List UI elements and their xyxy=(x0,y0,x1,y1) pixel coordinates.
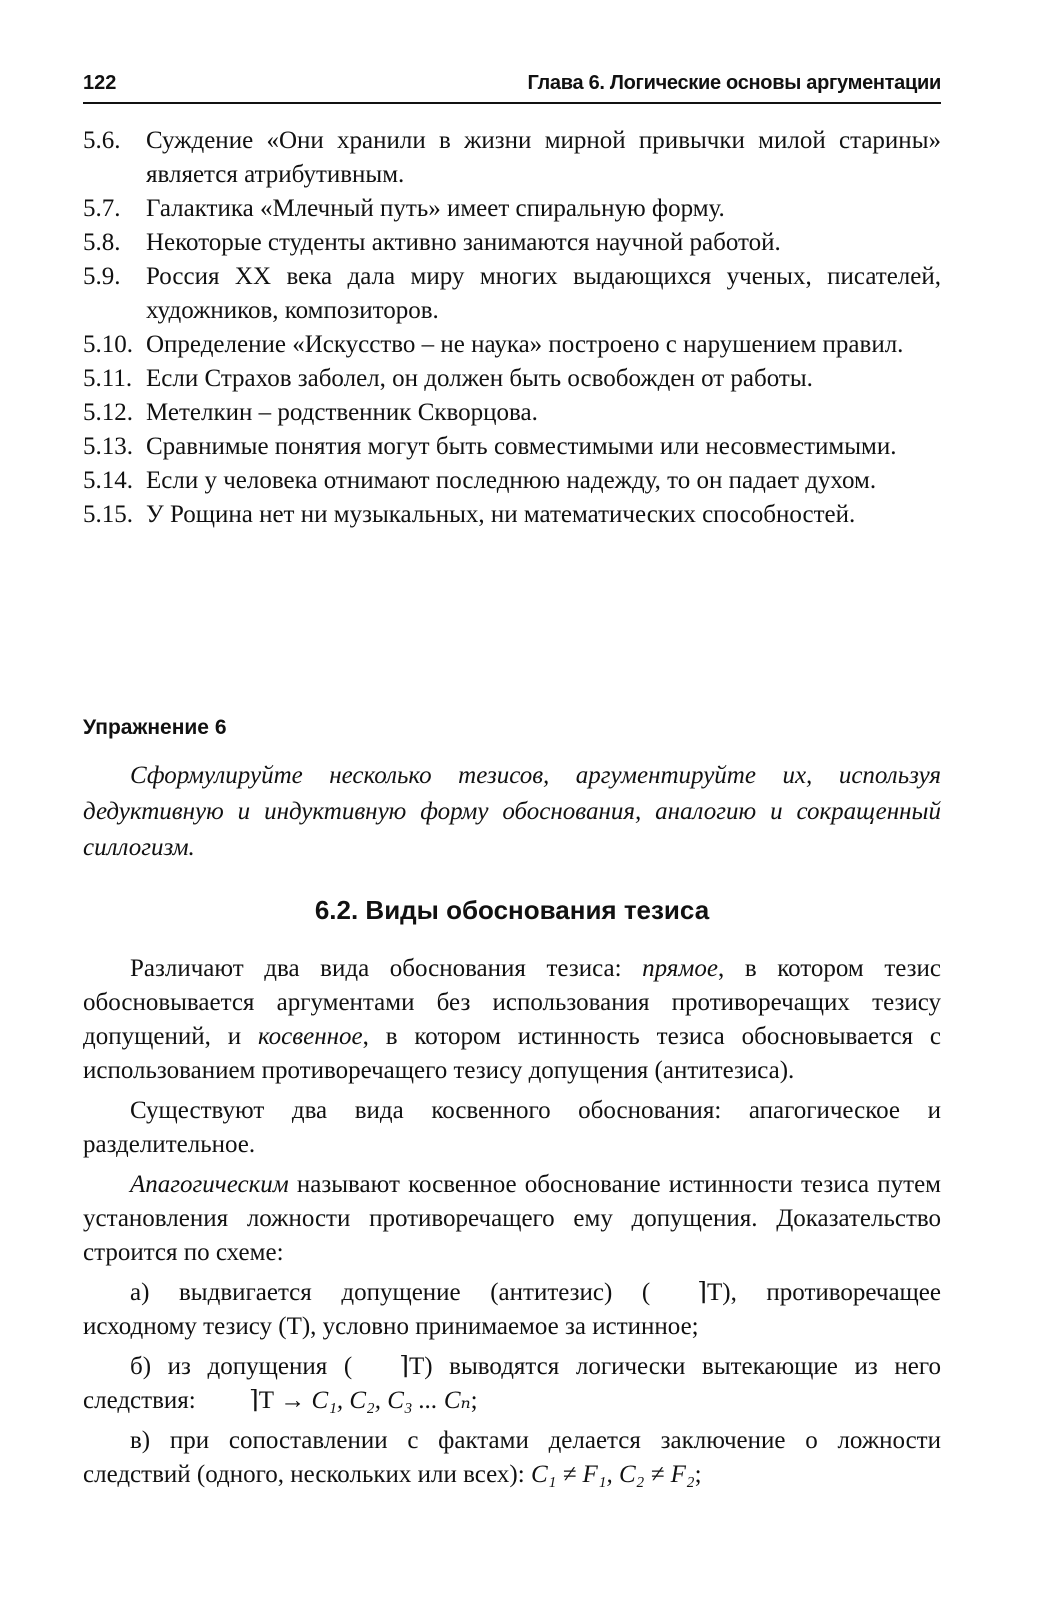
text-run: , в котором тезис обосновывается аргументами без использования противоречащих тезису допущений, и xyxy=(83,955,942,1050)
item-number: 5.10. xyxy=(83,331,133,358)
item-number: 5.15. xyxy=(83,501,133,528)
item-text: Сравнимые понятия могут быть совместимыми или несовместимыми. xyxy=(146,433,897,460)
text-run: Т → xyxy=(258,1387,312,1414)
item-number: 5.13. xyxy=(83,433,133,460)
negation-icon: ⌉ xyxy=(399,1353,409,1380)
statement-list xyxy=(83,124,941,532)
list-item xyxy=(83,192,941,226)
text-run: б) из допущения ( xyxy=(130,1353,353,1380)
paragraph xyxy=(83,1168,941,1270)
term-direct: прямое xyxy=(642,955,718,982)
list-item xyxy=(83,498,941,532)
scheme-step-a xyxy=(83,1276,941,1344)
paragraph: Существуют два вида косвенного обоснования: апагогическое и разделительное. xyxy=(83,1097,941,1158)
list-item xyxy=(83,396,941,430)
item-text: Некоторые студенты активно занимаются научной работой. xyxy=(146,229,781,256)
list-item xyxy=(83,464,941,498)
item-text: Определение «Искусство – не наука» построено с нарушением правил. xyxy=(146,331,904,358)
text-run: называют косвенное обоснование истинности тезиса путем установления ложности противоречащего ему допущения. Доказательство строится по схеме: xyxy=(83,1171,941,1266)
list-item xyxy=(83,226,941,260)
consequence-formula: C₁, C₂, C₃ ... Cₙ xyxy=(311,1387,471,1414)
item-text: У Рощина нет ни музыкальных, ни математических способностей. xyxy=(146,501,856,528)
section-heading: 6.2. Виды обоснования тезиса xyxy=(314,895,710,925)
list-item xyxy=(83,430,941,464)
item-text: Галактика «Млечный путь» имеет спиральную форму. xyxy=(146,195,725,222)
item-text: Суждение «Они хранили в жизни мирной привычки милой старины» является атрибутивным. xyxy=(146,127,941,188)
falsity-formula: C₁ ≠ F₁, C₂ ≠ F₂ xyxy=(530,1461,695,1488)
section-body xyxy=(83,952,941,1498)
item-text: Если Страхов заболел, он должен быть освобожден от работы. xyxy=(146,365,813,392)
term-apagogic: Апагогическим xyxy=(130,1171,289,1198)
item-number: 5.9. xyxy=(83,263,121,290)
item-text: Если у человека отнимают последнюю надежду, то он падает духом. xyxy=(146,467,877,494)
item-number: 5.6. xyxy=(83,127,121,154)
term-indirect: косвенное xyxy=(257,1023,363,1050)
negation-icon: ⌉ xyxy=(697,1279,707,1306)
scheme-step-b xyxy=(83,1350,941,1418)
exercise-title: Упражнение 6 xyxy=(83,716,227,739)
page-header xyxy=(83,66,941,104)
item-number: 5.11. xyxy=(83,365,133,392)
list-item xyxy=(83,124,941,192)
text-run: Т) выводятся логически вытекающие из него следствия: xyxy=(83,1353,941,1414)
item-number: 5.12. xyxy=(83,399,133,426)
text-run: а) выдвигается допущение (антитезис) ( xyxy=(130,1279,651,1306)
list-item xyxy=(83,260,941,328)
item-number: 5.7. xyxy=(83,195,121,222)
item-text: Россия XX века дала миру многих выдающихся ученых, писателей, художников, композиторов. xyxy=(146,263,941,324)
page-number: 122 xyxy=(83,72,117,94)
text-run: Различают два вида обоснования тезиса: xyxy=(130,955,643,982)
text-run: ; xyxy=(694,1461,702,1488)
text-run: Т), противоречащее исходному тезису (Т), условно принимаемое за истинное; xyxy=(83,1279,941,1340)
exercise-text: Сформулируйте несколько тезисов, аргументируйте их, используя дедуктивную и индуктивную форму обоснования, аналогию и сокращенный силлогизм. xyxy=(83,762,941,861)
item-text: Метелкин – родственник Скворцова. xyxy=(146,399,538,426)
text-run: , в котором истинность тезиса обосновывается с использованием противоречащего тезису допущения (антитезиса). xyxy=(83,1023,941,1084)
chapter-title: Глава 6. Логические основы аргументации xyxy=(527,72,941,94)
item-number: 5.14. xyxy=(83,467,133,494)
text-run: в) при сопоставлении с фактами делается заключение о ложности следствий (одного, нескольких или всех): xyxy=(83,1427,941,1488)
list-item xyxy=(83,328,941,362)
paragraph xyxy=(83,952,941,1088)
scheme-step-c xyxy=(83,1424,941,1492)
item-number: 5.8. xyxy=(83,229,121,256)
list-item xyxy=(83,362,941,396)
text-run: ; xyxy=(470,1387,478,1414)
negation-icon: ⌉ xyxy=(248,1387,259,1414)
